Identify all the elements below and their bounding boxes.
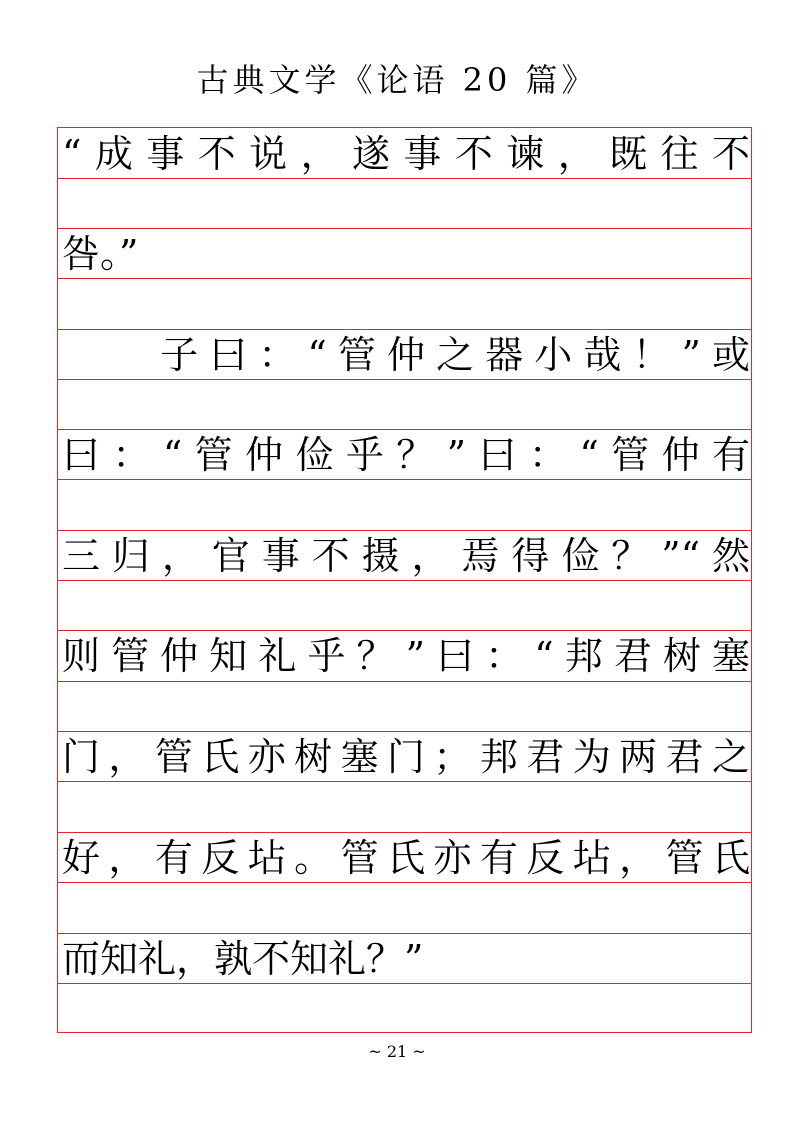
text-line: 而知礼，孰不知礼？” — [62, 937, 424, 981]
page-title: 古典文学《论语 20 篇》 — [196, 61, 598, 99]
text-line: 曰：“管仲俭乎？”曰：“管仲有 — [62, 433, 750, 477]
text-line: 咎。” — [62, 232, 139, 276]
text-line: 门，管氏亦树塞门；邦君为两君之 — [62, 735, 750, 779]
text-line: “成事不说，遂事不谏，既往不 — [62, 132, 750, 176]
writing-grid — [57, 127, 752, 1033]
text-line: 子曰：“管仲之器小哉！”或 — [62, 333, 750, 377]
text-line: 则管仲知礼乎？”曰：“邦君树塞 — [62, 634, 750, 678]
text-line: 好，有反坫。管氏亦有反坫，管氏 — [62, 836, 750, 880]
text-line: 三归，官事不摄，焉得俭？”“然 — [62, 534, 750, 578]
page-number: ~ 21 ~ — [368, 1042, 426, 1061]
